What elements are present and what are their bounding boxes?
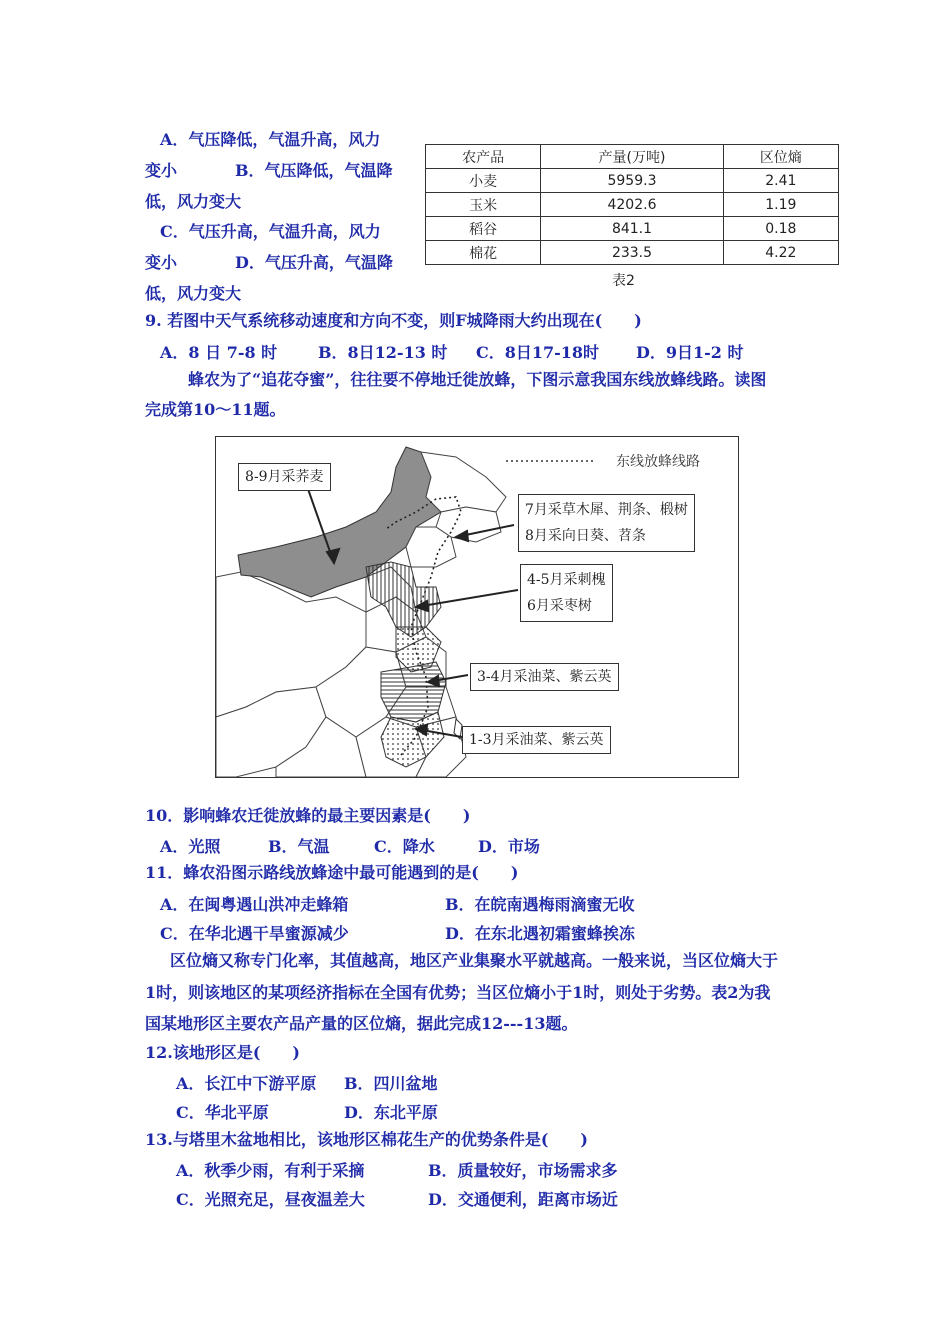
q11-stem: 11．蜂农沿图示路线放蜂途中最可能遇到的是( ) — [145, 863, 519, 882]
q13-option-a: A．秋季少雨，有利于采摘 — [176, 1161, 365, 1180]
table-header-cell: 产量(万吨) — [541, 145, 723, 169]
q13-option-c: C．光照充足，昼夜温差大 — [176, 1190, 365, 1209]
q11-option-b: B．在皖南遇梅雨滴蜜无收 — [445, 895, 635, 914]
q10-stem: 10．影响蜂农迁徙放蜂的最主要因素是( ) — [145, 806, 471, 825]
q13-stem: 13.与塔里木盆地相比，该地形区棉花生产的优势条件是( ) — [145, 1130, 588, 1149]
table-row — [426, 169, 839, 193]
label-apr-line: 4-5月采刺槐 — [527, 572, 606, 588]
table-row — [426, 241, 839, 265]
label-aug-sep: 8-9月采荞麦 — [238, 463, 331, 491]
table-2 — [425, 144, 839, 265]
q8-option-c: C．气压升高，气温升高，风力 — [160, 222, 381, 241]
label-apr-jun — [520, 564, 613, 622]
table-cell: 小麦 — [426, 169, 541, 193]
q10-option-a: A．光照 — [160, 837, 221, 856]
bee-route-map — [215, 436, 739, 778]
q8-option-c-cont: 变小 — [145, 253, 178, 272]
table-cell: 棉花 — [426, 241, 541, 265]
table-header-cell: 农产品 — [426, 145, 541, 169]
q9-option-b: B．8日12-13 时 — [318, 343, 448, 362]
q8-option-a-cont: 变小 — [145, 161, 178, 180]
q10-option-c: C．降水 — [374, 837, 435, 856]
table-cell: 4202.6 — [541, 193, 723, 217]
label-jul-aug — [518, 494, 695, 552]
q9-option-a: A．8 日 7-8 时 — [160, 343, 278, 362]
table-header-cell: 区位熵 — [723, 145, 838, 169]
bee-intro-line1: 蜂农为了“追花夺蜜”，往往要不停地迁徙放蜂，下图示意我国东线放蜂线路。读图 — [188, 370, 767, 389]
table-header-row — [426, 145, 839, 169]
map-legend: 东线放蜂线路 — [616, 454, 700, 470]
q12-option-b: B．四川盆地 — [344, 1074, 438, 1093]
q8-option-d: D．气压升高，气温降 — [235, 253, 393, 272]
table-caption: 表2 — [612, 273, 635, 289]
bee-intro-line2: 完成第10～11题。 — [145, 400, 286, 419]
q10-option-d: D．市场 — [478, 837, 540, 856]
q8-option-b: B．气压降低，气温降 — [235, 161, 393, 180]
q10-option-b: B．气温 — [268, 837, 330, 856]
label-jul-line: 7月采草木犀、荆条、椴树 — [525, 502, 688, 518]
label-jun-line: 6月采枣树 — [527, 598, 592, 614]
table-row — [426, 193, 839, 217]
q8-option-d-cont: 低，风力变大 — [145, 284, 242, 303]
q9-stem: 9. 若图中天气系统移动速度和方向不变，则F城降雨大约出现在( ) — [145, 311, 642, 330]
q12-option-c: C．华北平原 — [176, 1103, 269, 1122]
table-cell: 2.41 — [723, 169, 838, 193]
q11-option-c: C．在华北遇干旱蜜源减少 — [160, 924, 349, 943]
table-cell: 1.19 — [723, 193, 838, 217]
table-cell: 0.18 — [723, 217, 838, 241]
table-cell: 841.1 — [541, 217, 723, 241]
table-cell: 稻谷 — [426, 217, 541, 241]
label-mar-apr: 3-4月采油菜、紫云英 — [470, 663, 619, 691]
table-cell: 4.22 — [723, 241, 838, 265]
q8-option-b-cont: 低，风力变大 — [145, 192, 242, 211]
table-cell: 233.5 — [541, 241, 723, 265]
label-jan-mar: 1-3月采油菜、紫云英 — [462, 726, 611, 754]
entropy-intro-line3: 国某地形区主要农产品产量的区位熵，据此完成12---13题。 — [145, 1014, 578, 1033]
q8-option-a: A．气压降低，气温升高，风力 — [160, 130, 381, 149]
table-cell: 玉米 — [426, 193, 541, 217]
q13-option-d: D．交通便利，距离市场近 — [428, 1190, 618, 1209]
q9-option-d: D．9日1-2 时 — [636, 343, 744, 362]
table-cell: 5959.3 — [541, 169, 723, 193]
q11-option-a: A．在闽粤遇山洪冲走蜂箱 — [160, 895, 349, 914]
q11-option-d: D．在东北遇初霜蜜蜂挨冻 — [445, 924, 635, 943]
label-aug-line: 8月采向日葵、苕条 — [525, 528, 646, 544]
q12-option-d: D．东北平原 — [344, 1103, 438, 1122]
entropy-intro-line2: 1时，则该地区的某项经济指标在全国有优势；当区位熵小于1时，则处于劣势。表2为我 — [145, 983, 771, 1002]
q9-option-c: C．8日17-18时 — [476, 343, 600, 362]
q12-stem: 12.该地形区是( ) — [145, 1043, 300, 1062]
q12-option-a: A．长江中下游平原 — [176, 1074, 317, 1093]
table-row — [426, 217, 839, 241]
entropy-intro-line1: 区位熵又称专门化率，其值越高，地区产业集聚水平就越高。一般来说，当区位熵大于 — [170, 951, 779, 970]
q13-option-b: B．质量较好，市场需求多 — [428, 1161, 618, 1180]
